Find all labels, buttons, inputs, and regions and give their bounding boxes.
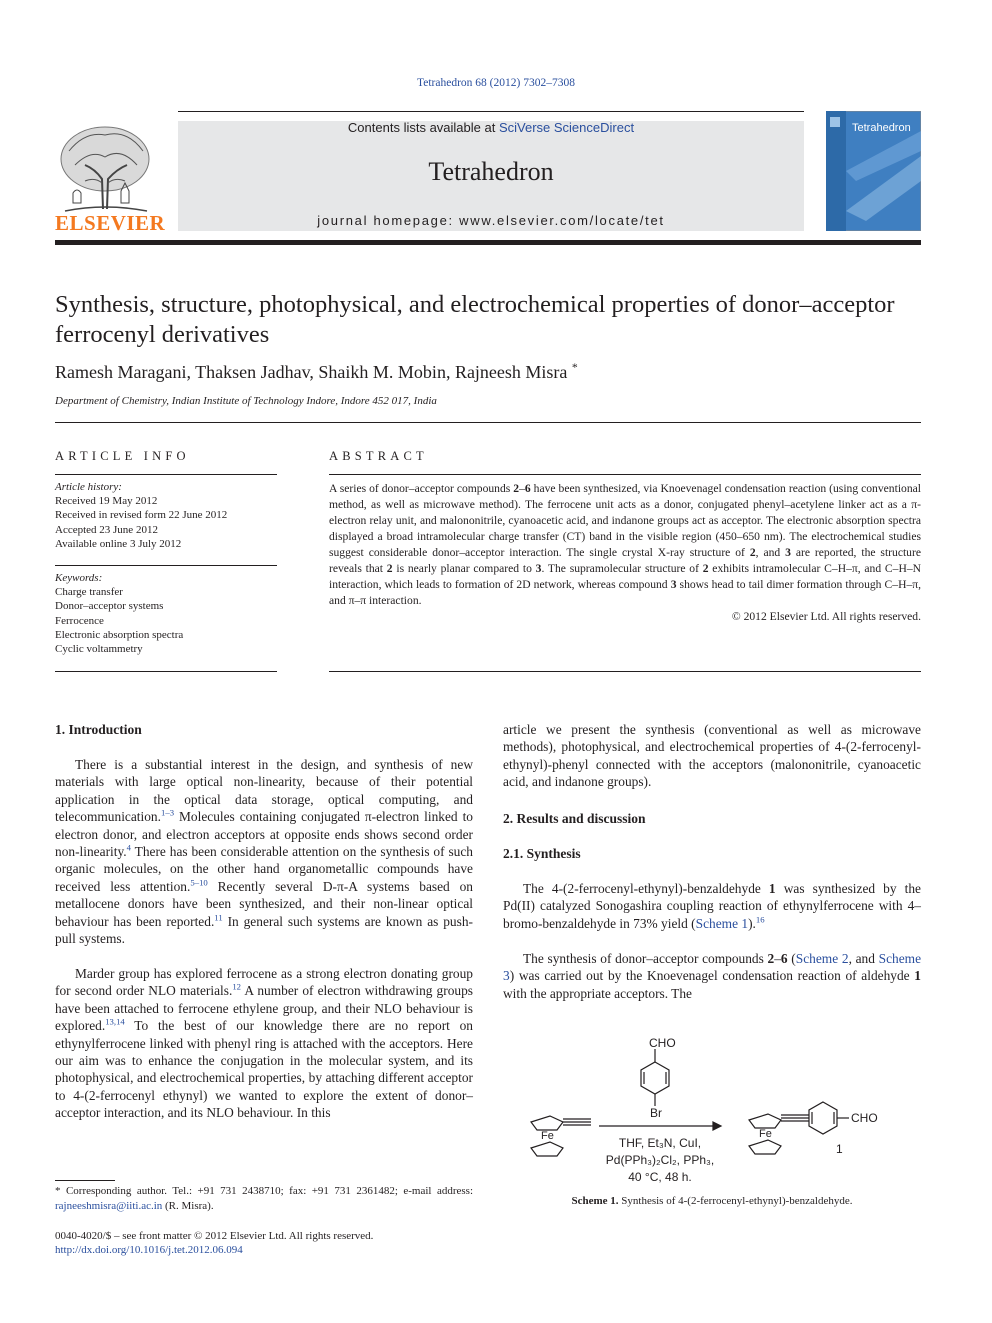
scheme-3-link[interactable]: Scheme 3 xyxy=(503,951,922,984)
affiliation: Department of Chemistry, Indian Institute of Technology Indore, Indore 452 017, India xyxy=(55,395,437,407)
body-text: – xyxy=(774,951,781,966)
header-top-rule xyxy=(178,111,804,112)
reference-link[interactable]: 16 xyxy=(755,914,765,925)
abstract-text: A series of donor–acceptor compounds xyxy=(329,482,514,495)
condition-line-1: THF, Et₃N, CuI, xyxy=(618,1136,702,1150)
affiliation-rule xyxy=(55,422,921,423)
article-history xyxy=(55,480,280,551)
product-number: 1 xyxy=(836,1142,843,1156)
journal-homepage[interactable]: journal homepage: www.elsevier.com/locate/tet xyxy=(317,213,665,228)
keyword-item: Electronic absorption spectra xyxy=(55,628,184,641)
keyword-item: Cyclic voltammetry xyxy=(55,643,143,656)
compound-number: 6 xyxy=(524,482,531,495)
caption-text: Synthesis of 4-(2-ferrocenyl-ethynyl)-benzaldehyde. xyxy=(618,1195,853,1207)
body-text: In general such systems are known as push-pull systems. xyxy=(55,913,473,947)
history-item: Available online 3 July 2012 xyxy=(55,537,182,550)
fe-label-product: Fe xyxy=(759,1128,772,1140)
scheme-1-link[interactable]: Scheme 1 xyxy=(695,915,749,931)
reference-link[interactable]: 1–3 xyxy=(160,807,175,818)
article-info-heading: ARTICLE INFO xyxy=(55,449,190,463)
issn-line: 0040-4020/$ – see front matter © 2012 Elsevier Ltd. All rights reserved. xyxy=(55,1230,374,1242)
elsevier-wordmark: ELSEVIER xyxy=(55,211,166,235)
keywords xyxy=(55,571,280,656)
compound-number: 2 xyxy=(702,562,709,575)
history-label: Article history: xyxy=(55,481,122,493)
intro-paragraph-1 xyxy=(55,756,473,947)
body-text: with the appropriate acceptors. The xyxy=(503,985,693,1001)
abstract-heading: ABSTRACT xyxy=(329,449,428,463)
corresponding-author-footnote xyxy=(55,1184,473,1214)
header-thick-rule xyxy=(55,240,921,245)
compound-number: 2 xyxy=(386,562,393,575)
compound-number: 1 xyxy=(768,881,776,896)
fe-label-reactant: Fe xyxy=(541,1130,554,1142)
intro-paragraph-continued: article we present the synthesis (conventional as well as microwave methods), photophysical, and electrochemical properties of 4-(2-ferrocenyl-ethynyl)-phenyl connected with the acceptors (malononitrile, cyanoacetic acid, and indanone groups). xyxy=(503,722,921,790)
compound-number: 2 xyxy=(749,546,756,559)
article-info-rule-1 xyxy=(55,474,277,475)
keyword-item: Donor–acceptor systems xyxy=(55,600,164,613)
section-heading-results: 2. Results and discussion xyxy=(503,811,646,826)
cover-title: Tetrahedron xyxy=(852,122,911,134)
caption-label: Scheme 1. xyxy=(571,1195,619,1207)
compound-number: 2 xyxy=(767,951,775,966)
compound-number: 1 xyxy=(914,968,921,984)
scheme-1-caption xyxy=(503,1195,921,1207)
body-text: The 4-(2-ferrocenyl-ethynyl)-benzaldehyde xyxy=(523,881,769,896)
corresponding-author-mark[interactable]: * xyxy=(571,361,578,374)
abstract-text: have been synthesized, via Knoevenagel condensation reaction (using conventional method, as well as microwave method). The ferrocene unit acts as a donor, conjugated phenyl–acetylene linker act as a π-electron relay unit, and malononitrile, cyanoacetic acid, and indanone groups act as acceptor. The electronic absorption spectra displayed a broad intramolecular charge transfer (CT) band in the visible region (450–650 nm). The electrochemical studies suggest considerable donor–acceptor interaction. The single crystal X-ray structure of xyxy=(329,482,922,559)
abstract-text: , and xyxy=(755,546,786,559)
cho-label-reagent: CHO xyxy=(649,1036,676,1050)
abstract-text: – xyxy=(519,482,525,495)
footnote-rule xyxy=(55,1180,115,1181)
journal-citation[interactable]: Tetrahedron 68 (2012) 7302–7308 xyxy=(417,77,575,89)
body-text: Recently several D-π-A systems based on metallocene donors have been synthesized, and their non-linear optical behaviour has been reported. xyxy=(55,878,473,929)
abstract-rule-2 xyxy=(329,671,921,672)
sciencedirect-link[interactable]: SciVerse ScienceDirect xyxy=(498,120,635,135)
intro-paragraph-2 xyxy=(55,965,473,1122)
abstract-text: are reported, the structure reveals that xyxy=(329,546,921,575)
history-item: Received in revised form 22 June 2012 xyxy=(55,509,228,522)
scheme-1-reaction-diagram xyxy=(503,1030,921,1190)
keyword-item: Charge transfer xyxy=(55,586,123,599)
abstract-copyright: © 2012 Elsevier Ltd. All rights reserved. xyxy=(731,610,921,623)
subsection-heading-synthesis: 2.1. Synthesis xyxy=(503,846,581,861)
body-text: The synthesis of donor–acceptor compounds xyxy=(523,951,768,966)
body-text: was synthesized by the Pd(II) catalyzed Sonogashira coupling reaction of ethynylferrocene with 4–bromo-benzaldehyde in 73% yield ( xyxy=(503,881,921,931)
body-text: , and xyxy=(848,951,879,966)
reference-link[interactable]: 13,14 xyxy=(105,1016,125,1027)
article-info-rule-2 xyxy=(55,565,277,566)
synthesis-paragraph-1 xyxy=(503,880,921,932)
compound-number: 3 xyxy=(785,546,791,559)
body-text: ) was carried out by the Knoevenagel condensation reaction of aldehyde xyxy=(509,968,915,984)
bromobenzaldehyde-structure xyxy=(641,1049,669,1106)
keyword-item: Ferrocence xyxy=(55,614,104,627)
reaction-arrow xyxy=(599,1122,721,1130)
author-list xyxy=(55,362,921,383)
abstract-text: shows head to tail dimer formation through C–H–π, and π–π interaction. xyxy=(329,578,922,607)
body-text: ). xyxy=(748,915,756,931)
authors-names: Ramesh Maragani, Thaksen Jadhav, Shaikh M. Mobin, Rajneesh Misra xyxy=(55,362,568,382)
body-text: There has been considerable attention on the synthesis of such organic molecules, on the other hand organometallic compounds have received less attention. xyxy=(55,844,473,894)
front-matter xyxy=(55,1229,473,1257)
abstract-rule-1 xyxy=(329,474,921,475)
doi-link[interactable]: http://dx.doi.org/10.1016/j.tet.2012.06.094 xyxy=(55,1244,243,1256)
keywords-label: Keywords: xyxy=(55,572,103,584)
scheme-2-link[interactable]: Scheme 2 xyxy=(795,951,849,966)
section-heading-introduction: 1. Introduction xyxy=(55,722,142,737)
email-link[interactable]: rajneeshmisra@iiti.ac.in xyxy=(55,1200,163,1212)
body-text: Marder group has explored ferrocene as a strong electron donating group for second order NLO materials. xyxy=(55,966,473,999)
ethynylferrocene-structure xyxy=(531,1116,591,1156)
compound-number: 3 xyxy=(670,578,677,591)
compound-number: 3 xyxy=(535,562,542,575)
br-label: Br xyxy=(650,1106,662,1120)
history-item: Accepted 23 June 2012 xyxy=(55,523,158,536)
reference-link[interactable]: 4 xyxy=(126,842,131,853)
body-text: ( xyxy=(787,951,796,966)
article-info-rule-3 xyxy=(55,671,277,672)
history-item: Received 19 May 2012 xyxy=(55,495,158,508)
abstract-text: exhibits intramolecular C–H–π, and C–H–N interaction, which leads to formation of 2D network, whereas compound xyxy=(329,562,921,591)
condition-line-3: 40 °C, 48 h. xyxy=(628,1170,692,1184)
compound-number: 2 xyxy=(513,482,520,495)
abstract-text: . The supramolecular structure of xyxy=(541,562,703,575)
body-text: Molecules containing conjugated π-electron linked to electron donor, and electron acceptors at opposite ends shows second order non-linearity. xyxy=(55,809,473,860)
cho-label-product: CHO xyxy=(851,1111,878,1125)
contents-line xyxy=(178,120,804,135)
body-text: To the best of our knowledge there are no report on ethynylferrocene linked with phenyl ring is attached with the acceptors. Here our aim was to enhance the conjugation in the molecular system, and its photophysical, and electrochemical properties, by attaching different acceptor to 4-(2-ferrocenyl ethynyl) we wanted to explore the extent of donor–acceptor interaction, and its NLO behaviour. In this xyxy=(55,1018,473,1121)
abstract-text: is nearly planar compared to xyxy=(392,562,536,575)
journal-cover-thumbnail[interactable] xyxy=(826,111,921,231)
compound-number: 6 xyxy=(780,951,788,966)
article-title: Synthesis, structure, photophysical, and electrochemical properties of donor–acceptor ferrocenyl derivatives xyxy=(55,291,895,348)
reference-link[interactable]: 5–10 xyxy=(190,877,208,888)
synthesis-paragraph-2 xyxy=(503,950,921,1002)
abstract-body xyxy=(329,481,921,625)
footnote-text: * Corresponding author. Tel.: +91 731 2438710; fax: +91 731 2361482; e-mail address: xyxy=(55,1185,473,1197)
body-text: A number of electron withdrawing groups have been attached to ferrocene ethylene group, and their NLO behaviour is explored. xyxy=(55,983,473,1034)
body-text: There is a substantial interest in the design, and synthesis of new materials with large optical non-linearity, because of their potential application in the optical data storage, optical computing, and telecommunication. xyxy=(55,757,473,825)
reference-link[interactable]: 11 xyxy=(214,912,223,923)
condition-line-2: Pd(PPh₃)₂Cl₂, PPh₃, xyxy=(605,1153,715,1167)
contents-prefix: Contents lists available at xyxy=(347,120,499,135)
footnote-text: (R. Misra). xyxy=(162,1200,214,1212)
reference-link[interactable]: 12 xyxy=(232,981,242,992)
journal-name: Tetrahedron xyxy=(428,157,554,186)
